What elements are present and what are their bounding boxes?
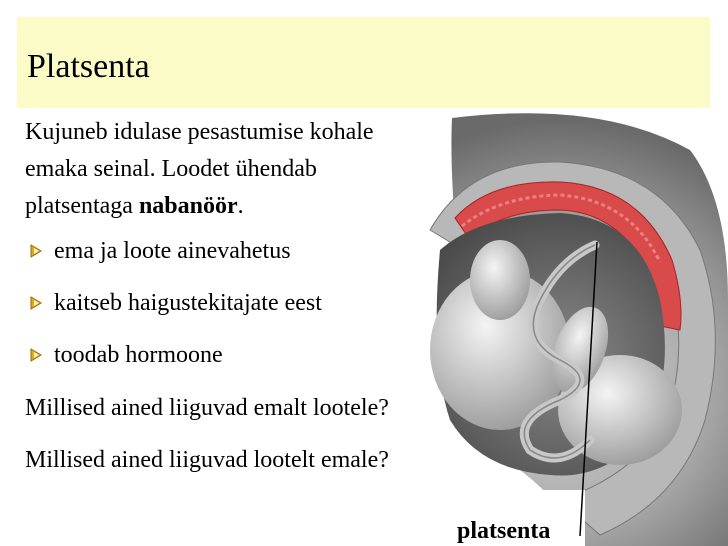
bullet-item-3 (28, 340, 223, 370)
intro-line-3-end: . (237, 193, 244, 219)
bullet-text-2: kaitseb haigustekitajate eest (54, 290, 322, 316)
intro-line-1: Kujuneb idulase pesastumise kohale (25, 119, 374, 145)
arrow-bullet-icon (28, 240, 50, 262)
placenta-label: platsenta (457, 518, 551, 544)
intro-paragraph (25, 114, 374, 225)
arrow-bullet-icon (28, 344, 50, 366)
bullet-item-2 (28, 288, 322, 318)
arrow-bullet-icon (28, 292, 50, 314)
question-2: Millised ained liiguvad lootelt emale? (25, 447, 389, 473)
intro-line-2: emaka seinal. Loodet ühendab (25, 156, 317, 182)
intro-line-3-start: platsentaga (25, 193, 139, 219)
umbilical-cord-term: nabanöör (138, 193, 238, 219)
bullet-text-1: ema ja loote ainevahetus (54, 238, 291, 264)
intro-line-3 (25, 188, 374, 225)
fetus-leg (470, 240, 530, 320)
bullet-text-3: toodab hormoone (54, 342, 223, 368)
bullet-item-1 (28, 236, 291, 266)
slide-title: Platsenta (27, 48, 150, 85)
question-1: Millised ained liiguvad emalt lootele? (25, 395, 389, 421)
